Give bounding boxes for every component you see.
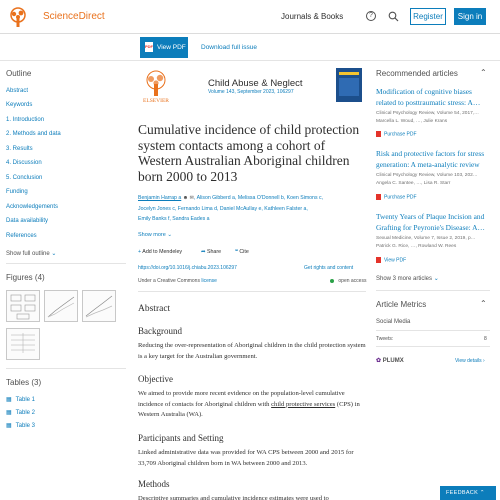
recommended-purchase-pdf-2[interactable] [376, 194, 417, 200]
recommended-view-pdf-3[interactable] [376, 257, 406, 263]
journal-cover-image[interactable] [336, 68, 362, 102]
recommended-article-source-2: Clinical Psychology Review, Volume 103, 202… [376, 173, 478, 178]
objective-text-a: We aimed to provide more recent evidence on the population-level cumulative incidence of contacts for Aboriginal children with [138, 390, 345, 408]
chevron-right-icon: › [482, 358, 485, 364]
cite-label: Cite [239, 249, 249, 255]
brand-name[interactable]: ScienceDirect [43, 11, 105, 22]
view-pdf-button[interactable]: View PDF [140, 37, 188, 58]
participants-text: Linked administrative data was provided for WA CPS between 2000 and 2015 for 33,709 Aboriginal children born in WA between 2000 and 2013. [138, 449, 354, 467]
metrics-divider [376, 330, 490, 331]
show-more-authors-toggle[interactable] [138, 232, 172, 238]
outline-item-results[interactable]: 3. Results [6, 146, 33, 152]
show-more-label: Show more [138, 232, 166, 238]
recommended-article-title-3[interactable]: Twenty Years of Plaque Incision and Grafting for Peyronie's Disease: A… [376, 212, 485, 232]
table-link-2[interactable] [6, 409, 35, 416]
author-links[interactable]: , Alison Gibberd a, Melissa O'Donnell b, Koen Simons c, [194, 195, 324, 201]
plumx-flower-icon: ✿ [376, 358, 382, 364]
recommended-article-source-1: Clinical Psychology Review, Volume 54, 2017,… [376, 111, 479, 116]
show-full-outline-label: Show full outline [6, 251, 50, 257]
background-text: Reducing the over-representation of Aboriginal children in the child protection system is a key target for the Australian government. [138, 342, 366, 360]
table-icon: ▦ [6, 397, 12, 403]
objective-text-b: (CPS) in Western Australia (WA). [138, 400, 360, 418]
table-link-3[interactable] [6, 422, 35, 429]
recommended-article-source-3: Sexual Medicine, Volume 7, Issue 2, 2019, p… [376, 236, 476, 241]
share-icon: ➦ [201, 249, 206, 255]
tweets-count: 8 [484, 336, 487, 342]
open-access-dot-icon [330, 279, 334, 283]
volume-info[interactable]: Volume 143, September 2023, 106297 [208, 89, 294, 95]
sidebar-divider [6, 368, 126, 369]
author-link[interactable]: Benjamin Harrap a [138, 195, 182, 201]
outline-item-introduction[interactable]: 1. Introduction [6, 117, 45, 123]
outline-item-data-availability[interactable]: Data availability [6, 218, 49, 224]
help-icon[interactable]: ? [366, 11, 376, 21]
chevron-down-icon: ⌄ [51, 251, 57, 257]
figures-heading: Figures (4) [6, 273, 45, 282]
sign-in-button[interactable]: Sign in [454, 8, 486, 25]
figure-2-chart-icon [45, 291, 77, 321]
collapse-metrics-chevron-icon[interactable]: ⌃ [480, 299, 487, 308]
rights-link[interactable]: Get rights and content [304, 265, 354, 271]
outline-item-discussion[interactable]: 4. Discussion [6, 160, 42, 166]
outline-item-funding[interactable]: Funding [6, 189, 28, 195]
add-to-mendeley-button[interactable] [138, 249, 182, 255]
show-full-outline-link[interactable] [6, 250, 56, 257]
view-details-label: View details [455, 358, 482, 364]
elsevier-logo[interactable] [138, 68, 174, 104]
article-divider [138, 291, 366, 292]
share-button[interactable] [201, 249, 221, 255]
license-link[interactable]: license [201, 278, 217, 284]
plumx-logo[interactable] [376, 357, 404, 364]
recommended-article-title-2[interactable]: Risk and protective factors for stress generation: A meta-analytic review [376, 149, 485, 169]
metrics-divider [376, 346, 490, 347]
view-pdf-label: View PDF [384, 257, 407, 264]
open-access-badge [330, 278, 366, 284]
download-full-issue-link[interactable]: Download full issue [201, 44, 258, 51]
table-icon: ▦ [6, 423, 12, 429]
outline-heading: Outline [6, 69, 32, 78]
table-icon: ▦ [6, 410, 12, 416]
recommended-article-authors-1: Marcella L. Woud, …, Julie Krans [376, 119, 448, 124]
table-2-label: Table 2 [15, 410, 36, 416]
objective-heading: Objective [138, 374, 173, 384]
table-1-label: Table 1 [15, 397, 36, 403]
open-access-label: open access [338, 278, 367, 284]
recommended-article-authors-3: Patrick G. Rice, …, Rowland W. Rees [376, 244, 457, 249]
doi-link[interactable]: https://doi.org/10.1016/j.chiabu.2023.106297 [138, 265, 237, 271]
search-icon[interactable] [388, 11, 399, 22]
recommended-heading: Recommended articles [376, 69, 458, 78]
chevron-down-icon: ⌄ [167, 232, 172, 238]
share-label: Share [206, 249, 222, 255]
table-3-label: Table 3 [15, 423, 36, 429]
sidebar-divider [6, 263, 126, 264]
license-prefix: Under a Creative Commons [138, 278, 200, 284]
figure-thumbnail-2[interactable] [44, 290, 78, 322]
outline-item-keywords[interactable]: Keywords [6, 102, 33, 108]
background-heading: Background [138, 326, 182, 336]
cover-title-bar [339, 72, 359, 75]
figure-3-chart-icon [83, 291, 115, 321]
figure-thumbnail-1[interactable] [6, 290, 40, 322]
methods-text: Descriptive summaries and cumulative incidence estimates were used to [138, 495, 329, 500]
chevron-down-icon: ⌄ [433, 276, 439, 282]
recommended-article-authors-2: Angela C. Santee, …, Lisa R. Starr [376, 181, 451, 186]
show-more-articles-label: Show 3 more articles [376, 276, 433, 282]
author-links[interactable]: Jocelyn Jones c, Fernando Lima d, Daniel McAullay e, Kathleen Falster a, [138, 205, 308, 212]
purchase-pdf-label: Purchase PDF [384, 131, 417, 138]
objective-text [138, 389, 368, 421]
table-link-1[interactable] [6, 396, 35, 403]
tweets-label: Tweets: [376, 336, 394, 342]
author-links[interactable]: Emily Banks f, Sandra Eades a [138, 216, 210, 222]
elsevier-tree-logo-icon[interactable] [6, 6, 30, 28]
person-icon: ☻ [182, 195, 189, 201]
pdf-icon [376, 131, 381, 137]
author-list [138, 193, 366, 225]
social-media-label: Social Media [376, 319, 411, 325]
cover-artwork [339, 78, 359, 96]
show-more-articles-link[interactable] [376, 275, 439, 282]
plus-icon: + [138, 249, 142, 255]
pdf-icon [376, 194, 381, 200]
purchase-pdf-label: Purchase PDF [384, 194, 417, 201]
methods-heading: Methods [138, 479, 170, 489]
figure-1-preview-icon [7, 291, 39, 321]
outline-item-references[interactable]: References [6, 233, 37, 239]
journal-title[interactable]: Child Abuse & Neglect [208, 78, 303, 89]
outline-item-conclusion[interactable]: 5. Conclusion [6, 175, 43, 181]
add-to-mendeley-label: Add to Mendeley [142, 249, 183, 255]
abstract-heading: Abstract [138, 304, 171, 314]
outline-item-acknowledgements[interactable]: Acknowledgements [6, 204, 59, 210]
figure-thumbnail-4[interactable] [6, 328, 40, 360]
view-details-link[interactable] [455, 358, 485, 364]
recommended-purchase-pdf-1[interactable] [376, 131, 417, 137]
figure-4-table-icon [7, 329, 39, 359]
feedback-label: FEEDBACK [446, 490, 479, 496]
recommended-article-title-1[interactable]: Modification of cognitive biases related to posttraumatic stress: A… [376, 87, 481, 107]
journals-books-menu[interactable]: Journals & Books [281, 12, 344, 21]
participants-heading: Participants and Setting [138, 433, 224, 443]
feedback-button[interactable] [440, 486, 496, 500]
article-metrics-heading: Article Metrics [376, 300, 427, 309]
sidebar-divider [376, 290, 490, 291]
pdf-file-icon: PDF [145, 42, 153, 52]
cite-button[interactable] [235, 249, 249, 255]
figure-thumbnail-3[interactable] [82, 290, 116, 322]
collapse-recommended-chevron-icon[interactable]: ⌃ [480, 68, 487, 77]
register-button[interactable]: Register [410, 8, 446, 25]
email-icon[interactable]: ✉ [189, 195, 194, 201]
tables-heading: Tables (3) [6, 378, 42, 387]
plumx-label: PLUMX [382, 358, 404, 364]
publisher-logo-text: ELSEVIER [143, 98, 169, 104]
child-protective-services-link[interactable]: child protective services [271, 400, 336, 408]
quote-icon: ❝ [235, 249, 238, 255]
outline-item-abstract[interactable]: Abstract [6, 88, 29, 94]
license-notice [138, 278, 217, 284]
article-title: Cumulative incidence of child protection system contacts among a cohort of Western Australian Aboriginal children born 2000 to 2013 [138, 122, 360, 184]
pdf-icon [376, 257, 381, 263]
outline-item-methods[interactable]: 2. Methods and data [6, 131, 61, 137]
chevron-up-icon: ⌃ [479, 490, 485, 496]
